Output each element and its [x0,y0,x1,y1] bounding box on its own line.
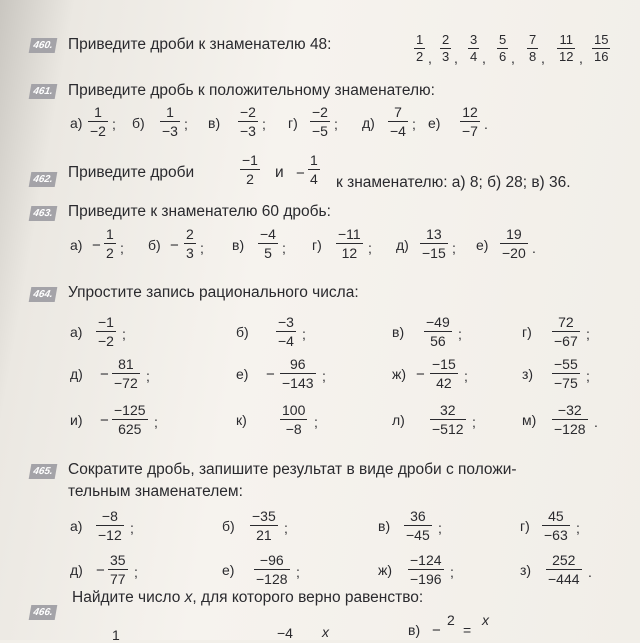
item-separator: ; [368,240,372,256]
fraction-denominator: 77 [110,571,126,587]
fraction-numerator: 7 [529,32,537,47]
item-separator: ; [200,240,204,256]
problem-465-fraction [408,552,444,587]
problem-462-tail: к знаменателю: а) 8; б) 28; в) 36. [336,174,571,191]
fraction-bar [546,569,582,570]
problem-460-fraction [440,33,451,64]
problem-466-text [72,589,423,607]
item-separator: ; [438,520,442,536]
fraction-bar [500,243,528,244]
problem-463-item-label: в) [232,237,245,253]
problem-462-badge: 462. [29,172,58,187]
problem-465-item-label: в) [378,518,391,534]
problem-464-fraction [276,314,296,349]
fraction-numerator: −2 [240,104,256,120]
problem-461-fraction [310,104,330,139]
fraction-bar [96,525,124,526]
fraction-bar [160,121,180,122]
fraction-bar [308,169,320,170]
negative-sign: − [96,562,105,579]
fraction-denominator: −67 [554,333,578,349]
fraction-denominator: 16 [594,49,609,64]
fraction-bar [404,525,432,526]
item-separator: . [484,116,488,132]
problem-464-fraction [112,402,148,437]
item-separator: ; [472,414,476,430]
problem-464-item-label: д) [70,366,83,382]
fraction-denominator: −512 [432,421,464,437]
problem-460-fraction [414,33,425,64]
fraction-numerator: −8 [101,508,118,524]
item-separator: ; [120,240,124,256]
fraction-numerator: −1 [98,314,114,330]
problem-460-fraction [497,33,508,64]
fraction-numerator: −96 [259,552,284,568]
fraction-denominator: 12 [341,245,358,261]
problem-460-badge: 460. [29,38,58,53]
problem-463-item-label: г) [312,237,322,253]
fraction-bar [552,373,580,374]
problem-461-fraction [88,104,108,139]
fraction-denominator: −7 [462,123,478,139]
fraction-denominator: −4 [390,123,406,139]
variable-x: x [184,589,193,606]
negative-sign: − [416,366,425,383]
problem-464-fraction [430,402,466,437]
fraction-numerator: 1 [106,226,114,242]
fraction-bar [552,331,580,332]
fraction-denominator: 42 [436,375,452,391]
fraction-numerator: 81 [118,356,134,372]
fraction-denominator: −45 [406,527,430,543]
item-separator: ; [146,368,150,384]
fraction-bar [430,373,458,374]
fraction-numerator: 32 [439,402,456,418]
fraction-numerator: 7 [394,104,402,120]
item-separator: . [588,564,592,580]
fraction-denominator: −2 [90,123,106,139]
problem-464-item-label: г) [522,324,532,340]
problem-463-badge: 463. [29,206,58,221]
fraction-bar [276,331,296,332]
fraction-numerator: 35 [110,552,126,568]
problem-465-item-label: е) [222,562,235,578]
fraction-bar [336,243,363,244]
fraction-numerator: −55 [554,356,578,372]
problem-465-item-label: з) [520,562,532,578]
problem-465-item-label: г) [520,518,530,534]
problem-466-text-b: , для которого верно равенство: [192,589,424,606]
fraction-denominator: 625 [118,421,142,437]
fraction-denominator: −3 [240,123,256,139]
problem-463-fraction [420,226,448,261]
negative-sign: − [100,366,109,383]
fraction-denominator: −5 [312,123,328,139]
item-separator: ; [452,240,456,256]
problem-466-v-num-1: 2 [447,612,455,628]
fraction-denominator: −15 [422,245,446,261]
item-separator: ; [586,368,590,384]
fraction-denominator: 3 [442,49,450,64]
problem-465-line-2: тельным знаменателем: [68,483,243,500]
fraction-denominator: 56 [430,333,446,349]
problem-466-partial-num-2: x [322,624,329,640]
item-separator: ; [154,414,158,430]
fraction-numerator: 72 [558,314,574,330]
problem-464-item-label: и) [70,412,83,428]
problem-466-partial-num-1: −4 [277,625,293,641]
fraction-denominator: −444 [548,571,580,587]
fraction-bar [542,525,570,526]
problem-463-text: Приведите к знаменателю 60 дробь: [68,203,331,220]
fraction-bar [280,373,316,374]
item-separator: ; [450,564,454,580]
problem-460-text: Приведите дроби к знаменателю 48: [68,36,332,53]
fraction-denominator: 4 [310,171,318,187]
problem-463-item-label: е) [476,237,489,253]
negative-sign: − [266,366,275,383]
problem-464-badge: 464. [29,287,58,302]
fraction-denominator: −12 [98,527,122,543]
fraction-numerator: −124 [410,552,442,568]
fraction-bar [96,331,116,332]
fraction-numerator: 3 [470,32,478,47]
fraction-bar [552,419,588,420]
problem-464-text: Упростите запись рационального числа: [68,284,359,301]
item-separator: ; [282,240,286,256]
problem-464-item-label: к) [236,412,247,428]
fraction-denominator: 12 [559,49,574,64]
problem-460-fraction [592,33,610,64]
fraction-numerator: −4 [260,226,276,242]
problem-464-item-label: б) [236,324,249,340]
fraction-numerator: 1 [416,32,424,47]
problem-464-fraction [430,356,458,391]
fraction-bar [460,121,480,122]
problem-461-badge: 461. [29,84,58,99]
problem-463-item-label: а) [70,237,83,253]
fraction-separator: , [454,50,458,66]
problem-461-fraction [460,104,480,139]
fraction-bar [254,569,290,570]
fraction-bar [310,121,330,122]
fraction-denominator: 2 [416,49,424,64]
item-separator: ; [184,116,188,132]
item-separator: ; [586,326,590,342]
fraction-denominator: 21 [256,527,272,543]
fraction-numerator: −15 [432,356,456,372]
problem-462-text: Приведите дроби [68,164,195,181]
problem-461-fraction [388,104,408,139]
fraction-bar [184,243,196,244]
problem-463-fraction [500,226,528,261]
problem-466-v-num-2: x [482,612,489,628]
fraction-bar [240,169,260,170]
problem-460-fraction [557,33,575,64]
fraction-bar [388,121,408,122]
problem-465-fraction [254,552,290,587]
item-separator: ; [458,326,462,342]
fraction-numerator: 45 [548,508,564,524]
fraction-denominator: −72 [114,375,138,391]
problem-464-fraction [280,402,307,437]
item-separator: ; [302,326,306,342]
problem-466-v-minus: − [432,622,441,639]
problem-464-fraction [552,314,580,349]
problem-464-fraction [552,402,588,437]
problem-464-fraction [280,356,316,391]
fraction-numerator: 1 [94,104,102,120]
item-separator: . [532,240,536,256]
item-separator: ; [112,116,116,132]
problem-465-fraction [108,552,128,587]
fraction-denominator: −20 [502,245,526,261]
fraction-bar [104,243,116,244]
fraction-denominator: −2 [98,333,114,349]
fraction-numerator: −49 [426,314,450,330]
problem-465-item-label: а) [70,518,83,534]
negative-sign: − [100,412,109,429]
fraction-bar [420,243,448,244]
negative-sign: − [92,237,101,254]
problem-463-fraction [336,226,363,261]
problem-463-item-label: д) [396,237,409,253]
problem-465-item-label: ж) [378,562,393,578]
item-separator: ; [262,116,266,132]
fraction-bar [408,569,444,570]
item-separator: ; [284,520,288,536]
problem-461-fraction [238,104,258,139]
fraction-denominator: −143 [282,375,314,391]
fraction-bar [112,419,148,420]
negative-sign: − [170,237,179,254]
fraction-numerator: 2 [186,226,194,242]
fraction-bar [258,243,278,244]
fraction-numerator: −2 [312,104,328,120]
fraction-bar [112,373,140,374]
problem-465-item-label: б) [222,518,235,534]
problem-465-fraction [546,552,582,587]
item-separator: ; [134,564,138,580]
fraction-separator: , [511,50,515,66]
fraction-separator: , [482,50,486,66]
problem-465-badge: 465. [29,464,58,479]
fraction-denominator: −75 [554,375,578,391]
fraction-numerator: −1 [242,152,258,168]
fraction-numerator: 15 [594,32,609,47]
fraction-bar [238,121,258,122]
problem-463-item-label: б) [148,237,161,253]
problem-465-fraction [96,508,124,543]
fraction-denominator: −4 [278,333,294,349]
problem-463-fraction [104,226,116,261]
problem-465-item-label: д) [70,562,83,578]
problem-461-fraction [160,104,180,139]
item-separator: ; [464,368,468,384]
fraction-numerator: 2 [442,32,450,47]
fraction-denominator: 4 [470,49,478,64]
problem-461-text: Приведите дробь к положительному знаменателю: [68,82,435,99]
fraction-numerator: 1 [310,152,318,168]
item-separator: ; [322,368,326,384]
fraction-denominator: 8 [529,49,537,64]
fraction-denominator: −3 [162,123,178,139]
fraction-denominator: 3 [186,245,194,261]
fraction-bar [424,331,452,332]
problem-464-item-label: а) [70,324,83,340]
problem-465-line-1: Сократите дробь, запишите результат в виде дроби с положи- [68,461,517,478]
fraction-numerator: 12 [462,104,478,120]
fraction-numerator: 5 [499,32,507,47]
fraction-denominator: −8 [285,421,302,437]
item-separator: ; [334,116,338,132]
problem-464-fraction [112,356,140,391]
problem-464-fraction [552,356,580,391]
fraction-numerator: −35 [252,508,276,524]
problem-462-minus: − [296,165,305,182]
problem-464-fraction [424,314,452,349]
fraction-bar [108,569,128,570]
problem-460-fraction [468,33,479,64]
fraction-numerator: −3 [278,314,294,330]
item-separator: ; [130,520,134,536]
fraction-denominator: −196 [410,571,442,587]
problem-464-item-label: л) [392,412,405,428]
problem-466-v-label: в) [408,622,421,638]
fraction-numerator: 100 [282,402,306,418]
fraction-numerator: 96 [289,356,306,372]
problem-464-item-label: ж) [392,366,407,382]
fraction-bar [430,419,466,420]
fraction-denominator: 2 [106,245,114,261]
problem-460-fraction [527,33,538,64]
problem-465-fraction [542,508,570,543]
fraction-bar [280,419,307,420]
problem-461-item-label: г) [288,115,298,131]
fraction-numerator: 36 [410,508,426,524]
fraction-numerator: 19 [506,226,522,242]
fraction-numerator: −11 [338,226,361,242]
problem-461-item-label: а) [70,115,83,131]
problem-466-text-a: Найдите число [72,589,181,606]
fraction-denominator: 5 [264,245,272,261]
problem-465-fraction [250,508,278,543]
fraction-bar [250,525,278,526]
problem-462-fraction-1 [240,152,260,187]
problem-461-item-label: в) [208,115,221,131]
problem-466-badge: 466. [29,605,58,620]
problem-466-partial-left: 1 [112,627,120,643]
problem-464-item-label: е) [236,366,249,382]
item-separator: ; [412,116,416,132]
problem-464-item-label: з) [522,366,534,382]
problem-462-fraction-2 [308,152,320,187]
fraction-denominator: −128 [554,421,586,437]
fraction-denominator: 6 [499,49,507,64]
problem-464-item-label: в) [392,324,405,340]
fraction-numerator: −125 [114,402,146,418]
item-separator: ; [122,326,126,342]
problem-466-v-eq: = [463,622,472,638]
problem-464-item-label: м) [522,412,537,428]
item-separator: ; [576,520,580,536]
problem-461-item-label: е) [428,115,441,131]
fraction-numerator: 1 [166,104,174,120]
fraction-separator: , [541,50,545,66]
problem-463-fraction [258,226,278,261]
fraction-numerator: 11 [559,32,573,47]
fraction-denominator: −128 [256,571,288,587]
item-separator: ; [314,414,318,430]
problem-463-fraction [184,226,196,261]
fraction-bar [88,121,108,122]
problem-462-and: и [275,164,284,181]
fraction-numerator: 13 [426,226,442,242]
item-separator: . [594,414,598,430]
fraction-numerator: 252 [552,552,576,568]
fraction-separator: , [428,50,432,66]
item-separator: ; [296,564,300,580]
fraction-denominator: −63 [544,527,568,543]
problem-461-item-label: д) [362,115,375,131]
problem-464-fraction [96,314,116,349]
fraction-denominator: 2 [246,171,254,187]
problem-461-item-label: б) [132,115,145,131]
fraction-numerator: −32 [557,402,582,418]
fraction-separator: , [579,50,583,66]
problem-465-fraction [404,508,432,543]
